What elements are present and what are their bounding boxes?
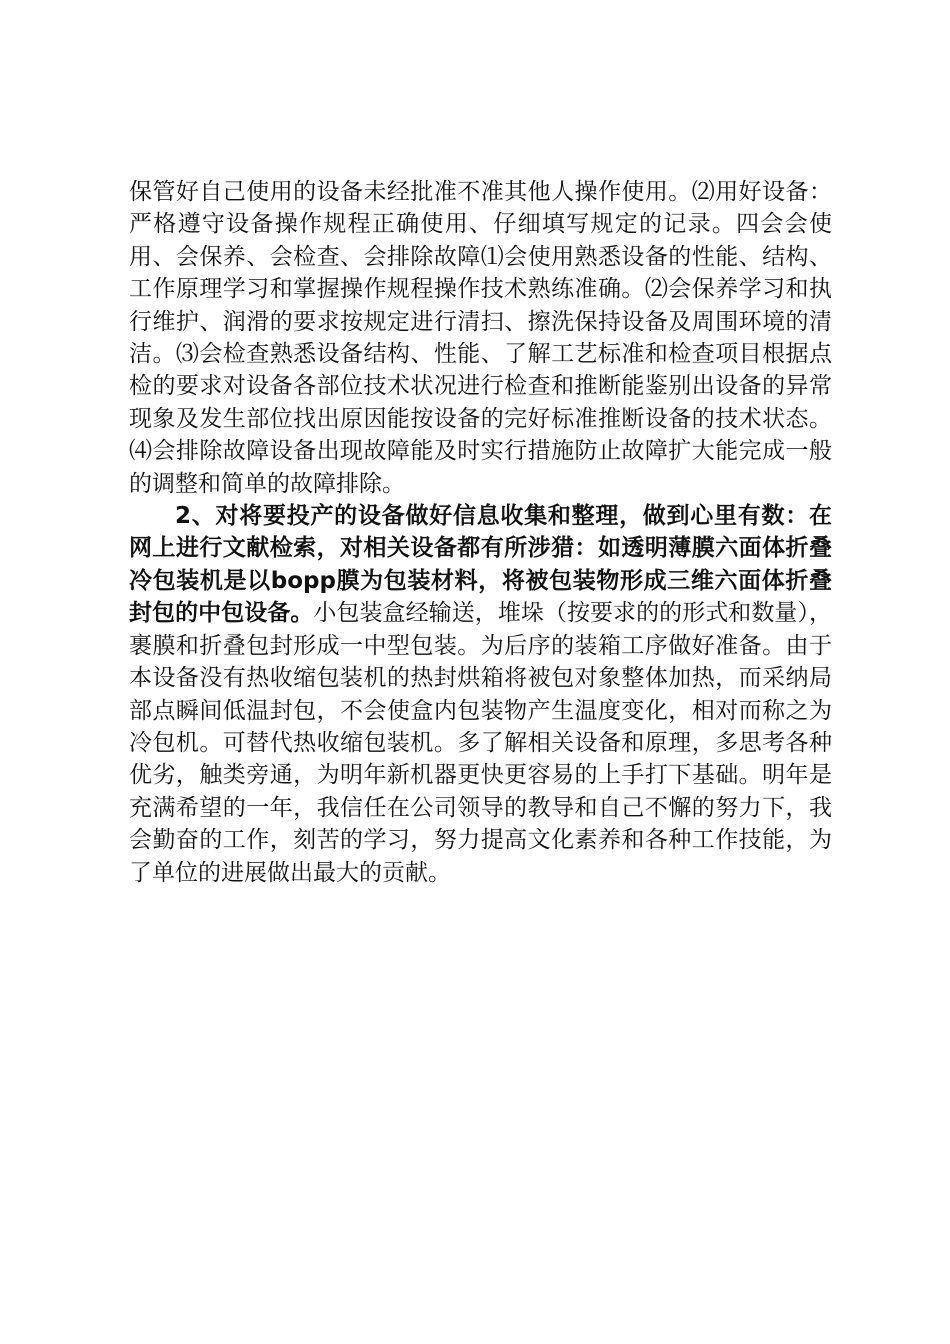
document-body <box>129 176 832 889</box>
paragraph-heading-bold: 2、对将要投产的设备做好信息收集和整理，做到心里有数：在网上进行文献检索，对相关设备都有所涉猎：如透明薄膜六面体折叠冷包装机是以bopp膜为包装材料，将被包装物形成三维六面体折叠封包的中包设备。 <box>129 503 832 627</box>
paragraph-body-text: 小包装盒经输送，堆垛（按要求的的形式和数量），裹膜和折叠包封形成一中型包装。为后序的装箱工序做好准备。由于本设备没有热收缩包装机的热封烘箱将被包对象整体加热，而采纳局部点瞬间低温封包，不会使盒内包装物产生温度变化，相对而称之为冷包机。可替代热收缩包装机。多了解相关设备和原理，多思考各种优劣，触类旁通，为明年新机器更快更容易的上手打下基础。明年是充满希望的一年，我信任在公司领导的教导和自己不懈的努力下，我会勤奋的工作，刻苦的学习，努力提高文化素养和各种工作技能，为了单位的进展做出最大的贡献。 <box>129 600 833 886</box>
paragraph-new-equipment <box>129 500 832 889</box>
paragraph-equipment-maintenance: 保管好自己使用的设备未经批准不准其他人操作使用。⑵用好设备：严格遵守设备操作规程正确使用、仔细填写规定的记录。四会会使用、会保养、会检查、会排除故障⑴会使用熟悉设备的性能、结构、工作原理学习和掌握操作规程操作技术熟练准确。⑵会保养学习和执行维护、润滑的要求按规定进行清扫、擦洗保持设备及周围环境的清洁。⑶会检查熟悉设备结构、性能、了解工艺标准和检查项目根据点检的要求对设备各部位技术状况进行检查和推断能鉴别出设备的异常现象及发生部位找出原因能按设备的完好标准推断设备的技术状态。⑷会排除故障设备出现故障能及时实行措施防止故障扩大能完成一般的调整和简单的故障排除。 <box>129 179 832 497</box>
